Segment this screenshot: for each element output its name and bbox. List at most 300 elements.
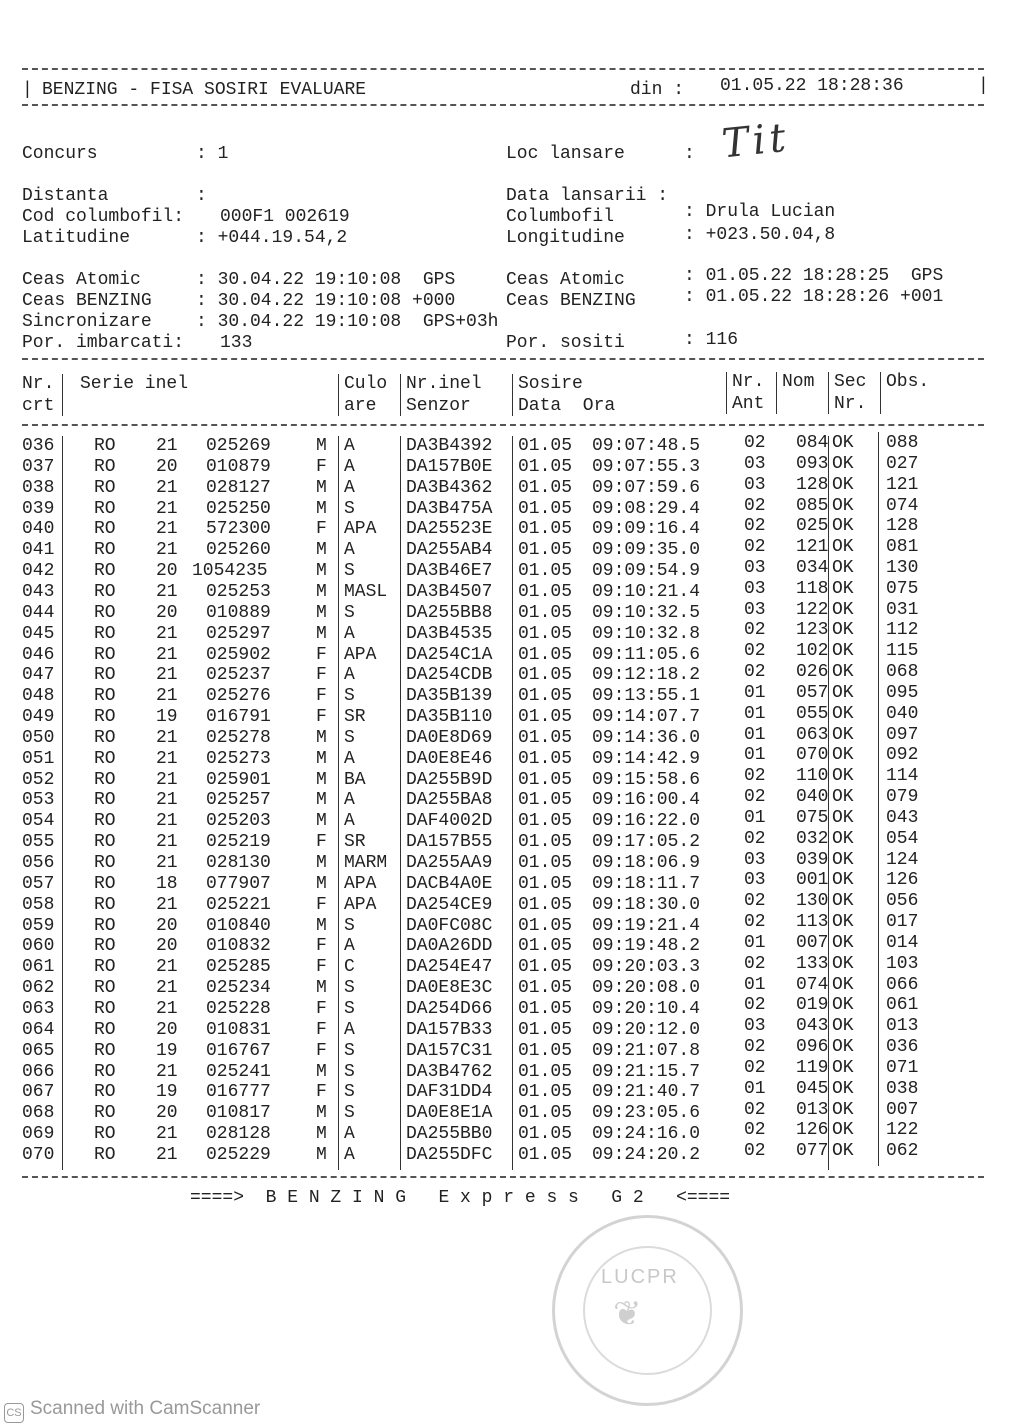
cell-culoare: MARM: [344, 853, 388, 873]
cell-culoare: APA: [344, 873, 377, 894]
cell-tara: RO: [94, 790, 116, 811]
cell-nr: 056: [22, 853, 55, 873]
cell-senzor: DA3B46E7: [406, 561, 493, 582]
cell-ora: 09:10:21.4: [592, 581, 701, 602]
cell-data: 01.05: [518, 686, 573, 707]
cell-nom: 063: [796, 724, 829, 745]
cell-an: 21: [156, 998, 178, 1019]
cell-culoare: S: [344, 561, 355, 582]
col-nr-ant-2: Ant: [732, 394, 765, 414]
cell-ora: 09:23:05.6: [592, 1103, 701, 1124]
cell-obs: 038: [886, 1078, 919, 1099]
cell-tara: RO: [94, 665, 116, 686]
cell-senzor: DA254CDB: [406, 665, 493, 686]
cell-sec: OK: [832, 578, 854, 599]
cell-culoare: SR: [344, 832, 366, 853]
cell-culoare: A: [344, 540, 355, 561]
cell-ant: 02: [744, 1099, 766, 1120]
cell-culoare: SR: [344, 707, 366, 728]
cell-ora: 09:18:30.0: [592, 894, 701, 915]
cell-ora: 09:07:59.6: [592, 477, 701, 498]
cell-senzor: DA254CE9: [406, 894, 493, 915]
cell-an: 21: [156, 894, 178, 915]
cell-obs: 013: [886, 1016, 919, 1037]
cell-obs: 112: [886, 620, 919, 641]
cell-tara: RO: [94, 498, 116, 519]
cell-tara: RO: [94, 1144, 116, 1165]
cell-sex: F: [316, 1040, 327, 1061]
cell-sec: OK: [832, 1078, 854, 1099]
cell-nom: 045: [796, 1078, 829, 1099]
col-sep: [338, 436, 339, 1170]
cell-senzor: DA254E47: [406, 957, 493, 978]
cell-tara: RO: [94, 436, 116, 456]
col-sep: [726, 372, 727, 414]
cell-tara: RO: [94, 727, 116, 748]
cell-sex: F: [316, 936, 327, 957]
cell-data: 01.05: [518, 456, 573, 477]
cell-senzor: DA3B4392: [406, 436, 493, 456]
divider: [22, 1176, 984, 1178]
cell-data: 01.05: [518, 957, 573, 978]
cell-tara: RO: [94, 957, 116, 978]
latitudine-value: : +044.19.54,2: [196, 228, 348, 248]
cell-sec: OK: [832, 453, 854, 474]
cell-ora: 09:19:21.4: [592, 915, 701, 936]
cell-ora: 09:09:16.4: [592, 519, 701, 540]
cell-culoare: APA: [344, 519, 377, 540]
cell-sex: M: [316, 623, 327, 644]
cell-nom: 026: [796, 662, 829, 683]
cell-ora: 09:07:48.5: [592, 436, 701, 456]
cell-sec: OK: [832, 995, 854, 1016]
cell-sec: OK: [832, 557, 854, 578]
cell-sec: OK: [832, 703, 854, 724]
cell-sex: F: [316, 1082, 327, 1103]
ceas-atomic-start-value: : 30.04.22 19:10:08 GPS: [196, 270, 456, 290]
cell-nom: 128: [796, 474, 829, 495]
cell-an: 21: [156, 477, 178, 498]
cell-ant: 02: [744, 620, 766, 641]
cell-culoare: S: [344, 498, 355, 519]
cell-sex: M: [316, 540, 327, 561]
cell-senzor: DA3B475A: [406, 498, 493, 519]
cell-ant: 01: [744, 974, 766, 995]
cell-nom: 118: [796, 578, 829, 599]
cell-inel: 025297: [206, 623, 271, 644]
club-stamp: [552, 1215, 743, 1406]
cell-nom: 074: [796, 974, 829, 995]
divider: [22, 68, 984, 70]
cell-sec: OK: [832, 495, 854, 516]
cell-ora: 09:15:58.6: [592, 769, 701, 790]
cell-senzor: DA157B0E: [406, 456, 493, 477]
cell-nom: 001: [796, 870, 829, 891]
cell-inel: 077907: [206, 873, 271, 894]
cell-nr: 039: [22, 498, 55, 519]
cell-inel: 016791: [206, 707, 271, 728]
cell-ora: 09:18:11.7: [592, 873, 701, 894]
longitudine-value: : +023.50.04,8: [684, 225, 836, 245]
din-label: din :: [630, 80, 685, 100]
cell-sec: OK: [832, 641, 854, 662]
cell-tara: RO: [94, 623, 116, 644]
cell-data: 01.05: [518, 581, 573, 602]
cell-culoare: S: [344, 686, 355, 707]
cell-culoare: A: [344, 936, 355, 957]
cell-senzor: DA255AB4: [406, 540, 493, 561]
cell-sec: OK: [832, 891, 854, 912]
cell-obs: 014: [886, 932, 919, 953]
cell-tara: RO: [94, 832, 116, 853]
cell-an: 21: [156, 436, 178, 456]
cell-ora: 09:14:42.9: [592, 748, 701, 769]
cell-senzor: DA255BB0: [406, 1124, 493, 1145]
cell-nr: 063: [22, 998, 55, 1019]
cell-an: 21: [156, 1144, 178, 1165]
cell-inel: 025902: [206, 644, 271, 665]
cell-culoare: A: [344, 623, 355, 644]
cell-tara: RO: [94, 602, 116, 623]
cell-data: 01.05: [518, 561, 573, 582]
cell-senzor: DA0E8E1A: [406, 1103, 493, 1124]
col-sep: [878, 432, 879, 1166]
cell-nom: 075: [796, 807, 829, 828]
cell-ant: 02: [744, 1120, 766, 1141]
cell-nr: 044: [22, 602, 55, 623]
cell-senzor: DAF31DD4: [406, 1082, 493, 1103]
cell-ora: 09:09:54.9: [592, 561, 701, 582]
cell-ora: 09:14:36.0: [592, 727, 701, 748]
cell-inel: 010840: [206, 915, 271, 936]
cell-ant: 02: [744, 912, 766, 933]
cell-inel: 025269: [206, 436, 271, 456]
cell-nr: 047: [22, 665, 55, 686]
cell-sec: OK: [832, 1141, 854, 1162]
cell-nr: 048: [22, 686, 55, 707]
cell-ora: 09:11:05.6: [592, 644, 701, 665]
cell-obs: 040: [886, 703, 919, 724]
cell-ora: 09:20:10.4: [592, 998, 701, 1019]
latitudine-label: Latitudine: [22, 228, 131, 248]
cell-data: 01.05: [518, 436, 573, 456]
cell-tara: RO: [94, 748, 116, 769]
cell-an: 21: [156, 832, 178, 853]
divider: [22, 424, 984, 426]
concurs-value: : 1: [196, 144, 229, 164]
imbarcati-label: Por. imbarcati:: [22, 333, 185, 353]
cell-culoare: S: [344, 602, 355, 623]
cell-sex: M: [316, 769, 327, 790]
cell-sec: OK: [832, 974, 854, 995]
cell-ant: 02: [744, 516, 766, 537]
cell-sec: OK: [832, 599, 854, 620]
cell-obs: 081: [886, 537, 919, 558]
columbofil-value: : Drula Lucian: [684, 202, 836, 222]
cell-ant: 01: [744, 932, 766, 953]
cell-an: 20: [156, 456, 178, 477]
cell-an: 20: [156, 1019, 178, 1040]
cell-inel: 025253: [206, 581, 271, 602]
cell-culoare: A: [344, 1124, 355, 1145]
cell-obs: 043: [886, 807, 919, 828]
cell-sec: OK: [832, 1120, 854, 1141]
cell-data: 01.05: [518, 832, 573, 853]
cell-data: 01.05: [518, 873, 573, 894]
cell-data: 01.05: [518, 519, 573, 540]
cell-senzor: DA35B110: [406, 707, 493, 728]
cell-ant: 03: [744, 474, 766, 495]
cell-sec: OK: [832, 912, 854, 933]
cell-obs: 121: [886, 474, 919, 495]
cell-inel: 025278: [206, 727, 271, 748]
cell-an: 21: [156, 581, 178, 602]
col-sec-1: Sec: [834, 372, 867, 392]
cell-ora: 09:20:12.0: [592, 1019, 701, 1040]
cell-sex: F: [316, 957, 327, 978]
cell-tara: RO: [94, 1019, 116, 1040]
col-serie-inel: Serie inel: [80, 374, 189, 394]
cell-ora: 09:13:55.1: [592, 686, 701, 707]
loc-lansare-label: Loc lansare: [506, 144, 625, 164]
cell-ant: 03: [744, 599, 766, 620]
stamp-text: LUCPR: [601, 1266, 679, 1288]
cell-tara: RO: [94, 915, 116, 936]
cell-an: 21: [156, 540, 178, 561]
cell-nr: 064: [22, 1019, 55, 1040]
divider: [22, 104, 984, 106]
cell-inel: 025229: [206, 1144, 271, 1165]
cell-tara: RO: [94, 707, 116, 728]
cell-sec: OK: [832, 1037, 854, 1058]
cell-tara: RO: [94, 686, 116, 707]
cell-sec: OK: [832, 828, 854, 849]
cell-data: 01.05: [518, 1082, 573, 1103]
cell-senzor: DA3B4507: [406, 581, 493, 602]
cell-ora: 09:17:05.2: [592, 832, 701, 853]
col-culoare-2: are: [344, 396, 377, 416]
cell-ant: 02: [744, 1141, 766, 1162]
cell-nom: 133: [796, 953, 829, 974]
cell-an: 21: [156, 519, 178, 540]
cell-obs: 056: [886, 891, 919, 912]
longitudine-label: Longitudine: [506, 228, 625, 248]
cell-obs: 007: [886, 1099, 919, 1120]
cell-tara: RO: [94, 456, 116, 477]
cell-ant: 02: [744, 662, 766, 683]
cell-sec: OK: [832, 849, 854, 870]
cell-nom: 093: [796, 453, 829, 474]
cell-ant: 03: [744, 453, 766, 474]
cell-data: 01.05: [518, 1061, 573, 1082]
cell-sex: M: [316, 811, 327, 832]
cell-an: 21: [156, 686, 178, 707]
columbofil-label: Columbofil: [506, 207, 615, 227]
cell-ora: 09:09:35.0: [592, 540, 701, 561]
cell-sex: F: [316, 456, 327, 477]
cell-senzor: DA157C31: [406, 1040, 493, 1061]
col-sep: [828, 372, 829, 414]
cell-ant: 01: [744, 703, 766, 724]
ceas-benzing-start-value: : 30.04.22 19:10:08 +000: [196, 291, 456, 311]
col-sep: [400, 374, 401, 416]
cell-nom: 034: [796, 557, 829, 578]
col-sec-2: Nr.: [834, 394, 867, 414]
cell-sec: OK: [832, 1016, 854, 1037]
cell-sex: F: [316, 1019, 327, 1040]
cell-tara: RO: [94, 644, 116, 665]
cell-sex: F: [316, 832, 327, 853]
cell-an: 21: [156, 748, 178, 769]
cell-nom: 013: [796, 1099, 829, 1120]
cell-nom: 119: [796, 1057, 829, 1078]
cell-nr: 057: [22, 873, 55, 894]
cell-inel: 025901: [206, 769, 271, 790]
cell-inel: 010879: [206, 456, 271, 477]
cell-senzor: DA255BB8: [406, 602, 493, 623]
cell-data: 01.05: [518, 623, 573, 644]
cell-ant: 02: [744, 891, 766, 912]
col-sep: [62, 436, 63, 1170]
cell-ora: 09:18:06.9: [592, 853, 701, 873]
cell-data: 01.05: [518, 727, 573, 748]
cell-an: 20: [156, 1103, 178, 1124]
cell-nr: 070: [22, 1144, 55, 1165]
cell-sec: OK: [832, 474, 854, 495]
cell-senzor: DA255AA9: [406, 853, 493, 873]
cell-obs: 103: [886, 953, 919, 974]
cell-sec: OK: [832, 724, 854, 745]
cell-sex: M: [316, 727, 327, 748]
col-crt: crt: [22, 396, 55, 416]
cell-obs: 066: [886, 974, 919, 995]
cell-sex: F: [316, 998, 327, 1019]
col-sep: [828, 436, 829, 1170]
cell-ant: 02: [744, 1057, 766, 1078]
cell-inel: 025203: [206, 811, 271, 832]
cell-obs: 074: [886, 495, 919, 516]
cell-obs: 124: [886, 849, 919, 870]
cell-senzor: DA3B4762: [406, 1061, 493, 1082]
cell-an: 20: [156, 561, 178, 582]
ceas-benzing-end-label: Ceas BENZING: [506, 291, 636, 311]
cell-inel: 1054235: [192, 561, 268, 582]
col-data-ora: Data Ora: [518, 396, 616, 416]
cell-obs: 071: [886, 1057, 919, 1078]
cell-ora: 09:20:03.3: [592, 957, 701, 978]
cell-data: 01.05: [518, 936, 573, 957]
cell-ant: 03: [744, 849, 766, 870]
cell-senzor: DA0E8E46: [406, 748, 493, 769]
cell-nr: 068: [22, 1103, 55, 1124]
cell-obs: 075: [886, 578, 919, 599]
cell-ant: 01: [744, 724, 766, 745]
cell-inel: 025250: [206, 498, 271, 519]
cell-senzor: DA35B139: [406, 686, 493, 707]
cell-senzor: DA0FC08C: [406, 915, 493, 936]
cell-obs: 097: [886, 724, 919, 745]
cell-inel: 572300: [206, 519, 271, 540]
cell-nr: 038: [22, 477, 55, 498]
cell-obs: 036: [886, 1037, 919, 1058]
cell-nr: 041: [22, 540, 55, 561]
cell-an: 21: [156, 644, 178, 665]
footer-banner: ====> B E N Z I N G E x p r e s s G 2 <====: [190, 1188, 731, 1208]
cell-tara: RO: [94, 1061, 116, 1082]
cell-ora: 09:19:48.2: [592, 936, 701, 957]
cell-nr: 050: [22, 727, 55, 748]
cell-ant: 02: [744, 1037, 766, 1058]
cell-an: 21: [156, 1061, 178, 1082]
ceas-atomic-end-label: Ceas Atomic: [506, 270, 625, 290]
cell-ora: 09:12:18.2: [592, 665, 701, 686]
loc-lansare-handwritten: Tit: [719, 114, 792, 168]
cell-obs: 092: [886, 745, 919, 766]
cell-culoare: MASL: [344, 581, 388, 602]
cell-an: 21: [156, 978, 178, 999]
cell-sec: OK: [832, 745, 854, 766]
cell-inel: 028127: [206, 477, 271, 498]
cell-senzor: DA255BA8: [406, 790, 493, 811]
cell-ant: 01: [744, 745, 766, 766]
cell-nom: 032: [796, 828, 829, 849]
cell-obs: 126: [886, 870, 919, 891]
cell-senzor: DA254D66: [406, 998, 493, 1019]
cell-ora: 09:21:15.7: [592, 1061, 701, 1082]
cell-ora: 09:16:22.0: [592, 811, 701, 832]
cell-culoare: S: [344, 727, 355, 748]
cell-nom: 085: [796, 495, 829, 516]
cell-culoare: S: [344, 1103, 355, 1124]
cell-nom: 126: [796, 1120, 829, 1141]
cell-an: 19: [156, 1040, 178, 1061]
cell-nr: 058: [22, 894, 55, 915]
cell-culoare: A: [344, 790, 355, 811]
cell-obs: 054: [886, 828, 919, 849]
cell-nr: 069: [22, 1124, 55, 1145]
concurs-label: Concurs: [22, 144, 98, 164]
cell-an: 21: [156, 853, 178, 873]
cell-senzor: DA255B9D: [406, 769, 493, 790]
cell-culoare: A: [344, 1019, 355, 1040]
cell-nom: 130: [796, 891, 829, 912]
cell-sec: OK: [832, 807, 854, 828]
cell-ora: 09:20:08.0: [592, 978, 701, 999]
cell-nom: 121: [796, 537, 829, 558]
cell-data: 01.05: [518, 978, 573, 999]
cell-tara: RO: [94, 998, 116, 1019]
cell-obs: 095: [886, 682, 919, 703]
cell-nom: 040: [796, 787, 829, 808]
cell-tara: RO: [94, 853, 116, 873]
cell-tara: RO: [94, 769, 116, 790]
cell-nom: 055: [796, 703, 829, 724]
cell-nr: 040: [22, 519, 55, 540]
cell-sec: OK: [832, 516, 854, 537]
cell-tara: RO: [94, 811, 116, 832]
cell-sex: M: [316, 1124, 327, 1145]
col-sep: [62, 374, 63, 416]
cell-senzor: DA0E8E3C: [406, 978, 493, 999]
cell-nr: 062: [22, 978, 55, 999]
cell-nr: 046: [22, 644, 55, 665]
cell-obs: 130: [886, 557, 919, 578]
cell-senzor: DA25523E: [406, 519, 493, 540]
sincronizare-value: : 30.04.22 19:10:08 GPS+03h: [196, 312, 499, 332]
cell-ora: 09:10:32.8: [592, 623, 701, 644]
cell-nr: 061: [22, 957, 55, 978]
cell-culoare: A: [344, 456, 355, 477]
